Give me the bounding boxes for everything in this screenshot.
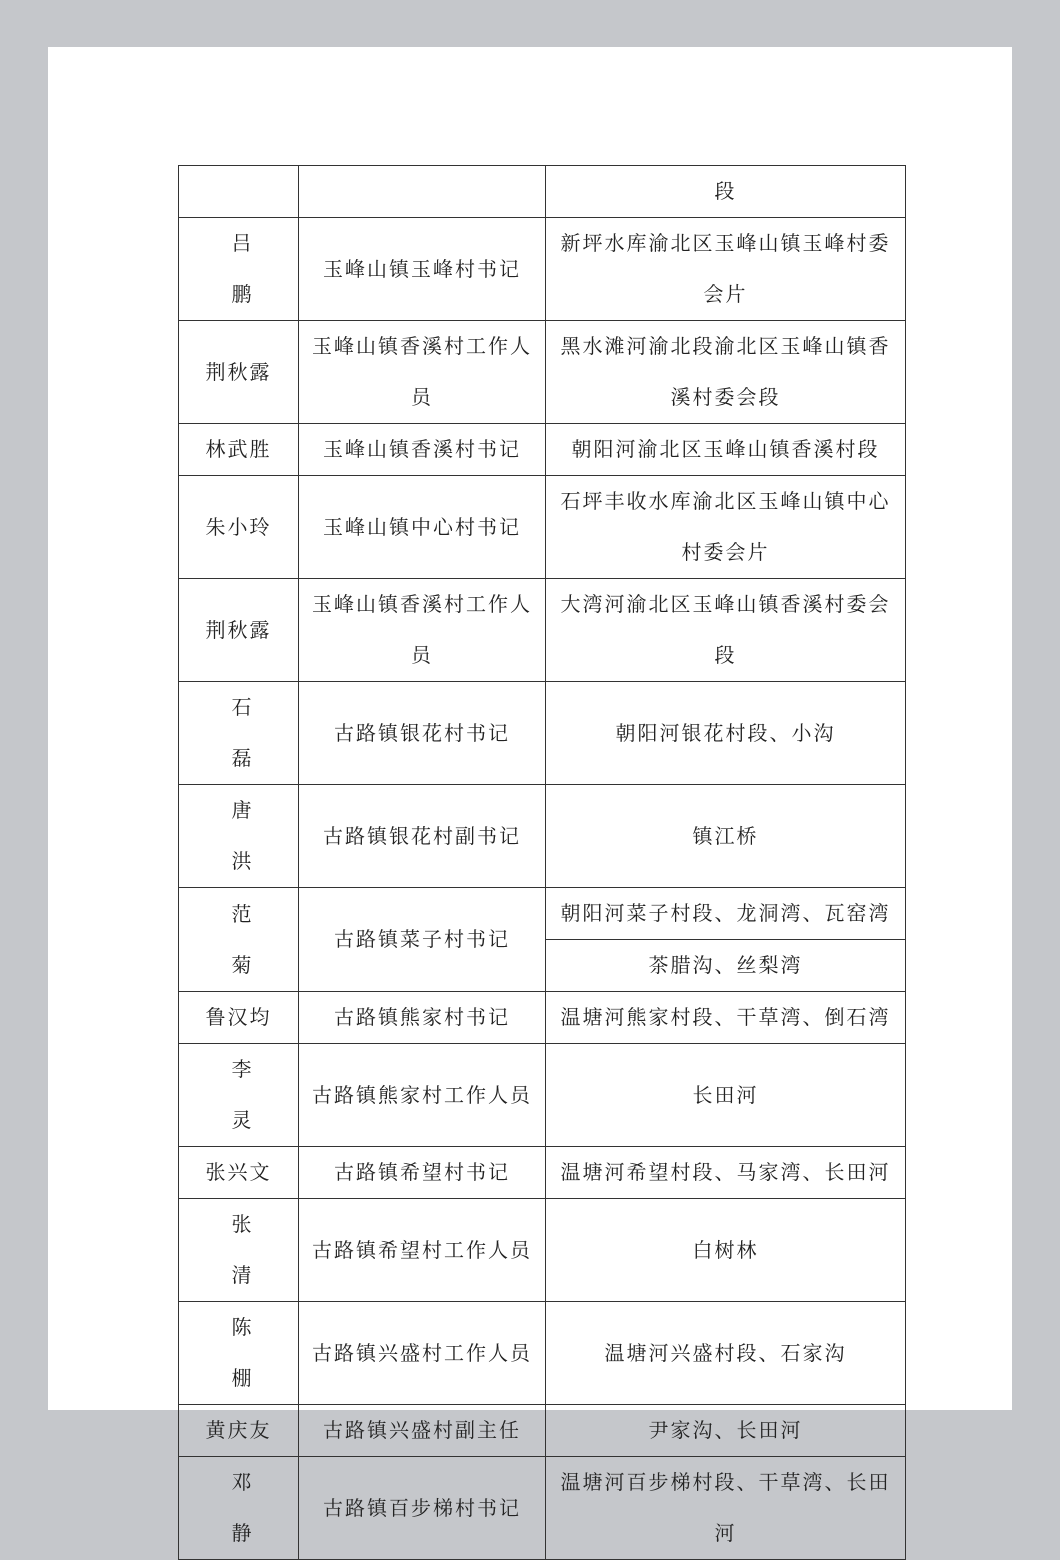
document-page [48, 47, 1012, 1545]
name-cell: 张清 [179, 1199, 299, 1302]
title-cell: 古路镇熊家村工作人员 [299, 1044, 546, 1147]
title-cell: 古路镇希望村工作人员 [299, 1199, 546, 1302]
section-cell: 温塘河希望村段、马家湾、长田河 [546, 1147, 906, 1199]
section-cell: 温塘河百步梯村段、干草湾、长田河 [546, 1457, 906, 1560]
section-cell: 黑水滩河渝北段渝北区玉峰山镇香溪村委会段 [546, 321, 906, 424]
name-cell: 吕鹏 [179, 218, 299, 321]
section-cell: 朝阳河渝北区玉峰山镇香溪村段 [546, 424, 906, 476]
section-cell: 石坪丰收水库渝北区玉峰山镇中心村委会片 [546, 476, 906, 579]
table-row [179, 1147, 906, 1199]
river-chief-table [178, 165, 906, 1560]
section-cell: 温塘河兴盛村段、石家沟 [546, 1302, 906, 1405]
name-cell: 李灵 [179, 1044, 299, 1147]
name-cell: 范菊 [179, 888, 299, 992]
section-cell: 温塘河熊家村段、干草湾、倒石湾 [546, 992, 906, 1044]
title-cell: 古路镇百步梯村书记 [299, 1457, 546, 1560]
title-cell: 古路镇银花村书记 [299, 682, 546, 785]
table-row [179, 1405, 906, 1457]
table-row [179, 218, 906, 321]
name-cell: 邓静 [179, 1457, 299, 1560]
table-row [179, 321, 906, 424]
table-row [179, 166, 906, 218]
table-row [179, 1044, 906, 1147]
name-cell [179, 166, 299, 218]
title-cell: 古路镇熊家村书记 [299, 992, 546, 1044]
title-cell [299, 166, 546, 218]
section-cell: 新坪水库渝北区玉峰山镇玉峰村委会片 [546, 218, 906, 321]
title-cell: 古路镇兴盛村工作人员 [299, 1302, 546, 1405]
table-row [179, 785, 906, 888]
section-cell: 朝阳河菜子村段、龙洞湾、瓦窑湾 [546, 888, 906, 940]
section-cell: 大湾河渝北区玉峰山镇香溪村委会段 [546, 579, 906, 682]
title-cell: 玉峰山镇香溪村工作人员 [299, 579, 546, 682]
title-cell: 玉峰山镇玉峰村书记 [299, 218, 546, 321]
name-cell: 陈棚 [179, 1302, 299, 1405]
table-row [179, 1302, 906, 1405]
table-row [179, 476, 906, 579]
section-cell: 白树林 [546, 1199, 906, 1302]
section-cell: 段 [546, 166, 906, 218]
title-cell: 古路镇兴盛村副主任 [299, 1405, 546, 1457]
table-row [179, 1457, 906, 1560]
title-cell: 古路镇银花村副书记 [299, 785, 546, 888]
title-cell: 玉峰山镇香溪村工作人员 [299, 321, 546, 424]
section-cell: 朝阳河银花村段、小沟 [546, 682, 906, 785]
section-cell: 尹家沟、长田河 [546, 1405, 906, 1457]
table-row [179, 424, 906, 476]
section-cell: 茶腊沟、丝梨湾 [546, 940, 906, 992]
name-cell: 荆秋露 [179, 321, 299, 424]
name-cell: 唐洪 [179, 785, 299, 888]
name-cell: 黄庆友 [179, 1405, 299, 1457]
title-cell: 古路镇菜子村书记 [299, 888, 546, 992]
table-row [179, 992, 906, 1044]
name-cell: 荆秋露 [179, 579, 299, 682]
section-cell: 镇江桥 [546, 785, 906, 888]
title-cell: 玉峰山镇香溪村书记 [299, 424, 546, 476]
table-row [179, 1199, 906, 1302]
table-row [179, 888, 906, 940]
name-cell: 石磊 [179, 682, 299, 785]
title-cell: 古路镇希望村书记 [299, 1147, 546, 1199]
name-cell: 林武胜 [179, 424, 299, 476]
name-cell: 张兴文 [179, 1147, 299, 1199]
title-cell: 玉峰山镇中心村书记 [299, 476, 546, 579]
name-cell: 鲁汉均 [179, 992, 299, 1044]
table-row [179, 579, 906, 682]
section-cell: 长田河 [546, 1044, 906, 1147]
table-row [179, 682, 906, 785]
name-cell: 朱小玲 [179, 476, 299, 579]
